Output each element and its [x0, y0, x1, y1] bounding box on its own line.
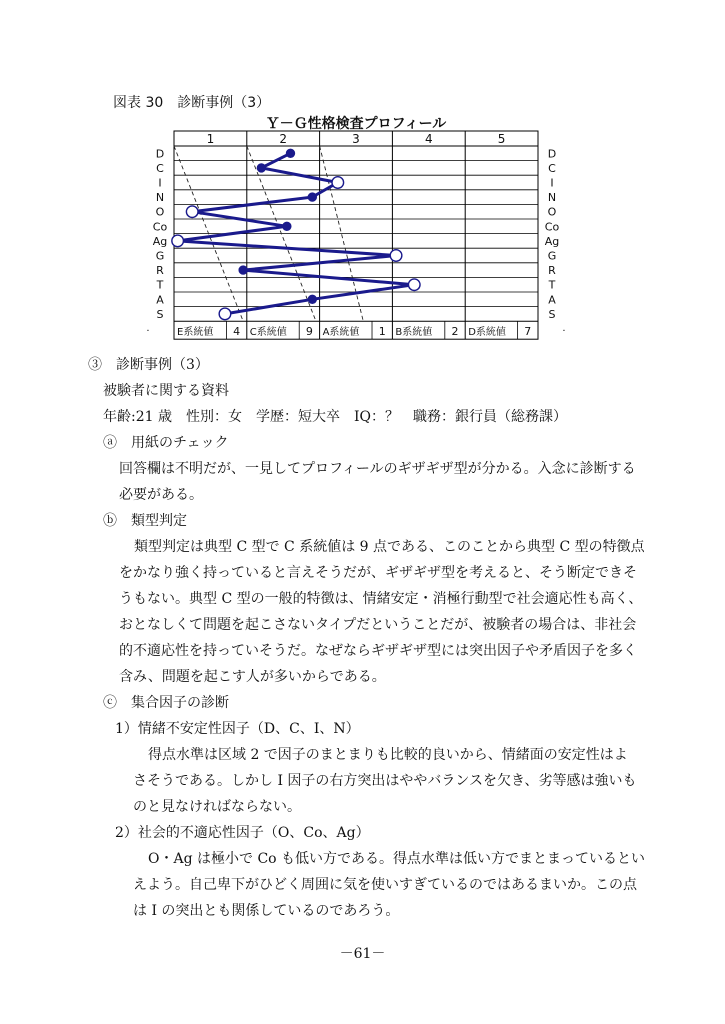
section-heading: ③ 診断事例（3）	[88, 357, 209, 373]
factor-label-left: Ag	[152, 234, 168, 248]
factor-label-left: G	[155, 249, 165, 263]
profile-point-open	[332, 177, 344, 189]
corner-dot: .	[562, 323, 566, 335]
column-label: 3	[352, 132, 360, 146]
factor-label-right: Ag	[544, 234, 560, 248]
system-value-number: 4	[233, 325, 241, 339]
column-label: 4	[424, 132, 433, 146]
paragraph-line: 得点水準は区域 2 で因子のまとまりも比較的良いから、情緒面の安定性はよ	[148, 747, 628, 763]
paragraph-line: は I の突出とも関係しているのであろう。	[133, 903, 400, 919]
system-value-number: 1	[378, 325, 386, 339]
paragraph-line: 類型判定は典型 C 型で C 系統値は 9 点である、このことから典型 C 型の特徴点	[134, 539, 645, 555]
profile-point-open	[408, 279, 420, 291]
column-label: 2	[279, 132, 288, 146]
page-number: －61－	[339, 946, 386, 962]
subject-info: 年齢:21 歳 性別：女 学歴：短大卒 IQ：？ 職務：銀行員（総務課）	[103, 409, 567, 425]
factor-label-left: S	[156, 307, 164, 321]
factor-label-left: I	[158, 176, 162, 190]
sub-heading-factors: ⓒ 集合因子の診断	[103, 695, 229, 711]
factor-label-left: A	[156, 293, 164, 307]
system-value-number: 7	[524, 325, 532, 339]
factor-label-left: T	[156, 278, 164, 292]
factor-label-right: O	[547, 205, 557, 219]
paragraph-line: えよう。自己卑下がひどく周囲に気を使いすぎているのではあるまいか。この点	[133, 877, 637, 893]
column-label: 1	[206, 132, 215, 146]
profile-point-filled	[239, 266, 247, 274]
profile-point-open	[219, 308, 231, 320]
factor-label-right: I	[550, 176, 554, 190]
chart-title: Ｙ－Ｇ性格検査プロフィール	[265, 116, 447, 132]
sub-heading-type: ⓑ 類型判定	[103, 513, 187, 529]
factor-label-left: Co	[152, 220, 168, 234]
factor-label-left: C	[156, 161, 164, 175]
paragraph-line: さそうである。しかし I 因子の右方突出はややバランスを欠き、劣等感は強いも	[133, 773, 637, 789]
factor-label-right: R	[548, 264, 556, 278]
factor-label-right: C	[548, 161, 556, 175]
factor-label-left: N	[155, 191, 165, 205]
factor-label-right: D	[547, 147, 557, 161]
system-value-label: B系統値	[395, 327, 433, 339]
figure-caption: 図表 30 診断事例（3）	[113, 95, 271, 111]
profile-point-open	[172, 235, 184, 247]
factor-label-left: R	[156, 264, 164, 278]
profile-point-filled	[286, 149, 294, 157]
system-value-number: 2	[451, 325, 459, 339]
factor-label-right: S	[548, 307, 556, 321]
profile-point-filled	[308, 295, 316, 303]
column-label: 5	[497, 132, 506, 146]
profile-point-filled	[308, 193, 316, 201]
profile-point-open	[390, 250, 402, 262]
profile-point-filled	[283, 222, 291, 230]
paragraph-line: をかなり強く持っていると言えそうだが、ギザギザ型を考えると、そう断定できそ	[119, 565, 637, 581]
paragraph-line: うもない。典型 C 型の一般的特徴は、情緒安定・消極行動型で社会適応性も高く、	[119, 591, 643, 607]
factor-label-right: N	[547, 191, 557, 205]
factor-label-right: G	[547, 249, 557, 263]
paragraph-line: 必要がある。	[119, 487, 203, 503]
system-value-number: 9	[305, 325, 313, 339]
system-value-label: E系統値	[177, 327, 214, 339]
paragraph-line: 回答欄は不明だが、一見してプロフィールのギザギザ型が分かる。入念に診断する	[119, 461, 636, 477]
factor-label-right: T	[548, 278, 556, 292]
subject-title: 被験者に関する資料	[103, 383, 229, 399]
system-value-label: C系統値	[249, 327, 287, 339]
factor-label-right: Co	[544, 220, 560, 234]
paragraph-line: おとなしくて問題を起こさないタイプだということだが、被験者の場合は、非社会	[119, 617, 637, 633]
factor-heading-emotional: 1）情緒不安定性因子（D、C、I、N）	[115, 721, 360, 737]
factor-label-left: D	[155, 147, 165, 161]
system-value-label: A系統値	[322, 327, 360, 339]
paragraph-line: 的不適応性を持っていそうだ。なぜならギザギザ型には突出因子や矛盾因子を多く	[119, 643, 637, 659]
profile-point-filled	[257, 164, 265, 172]
yg-profile-chart	[0, 0, 725, 350]
profile-point-open	[186, 206, 198, 218]
factor-label-left: O	[155, 205, 165, 219]
factor-heading-social: 2）社会的不適応性因子（O、Co、Ag）	[115, 825, 370, 841]
corner-dot: .	[146, 323, 150, 335]
sub-heading-check: ⓐ 用紙のチェック	[103, 435, 229, 451]
paragraph-line: O・Ag は極小で Co も低い方である。得点水準は低い方でまとまっているとい	[148, 851, 646, 867]
paragraph-line: のと見なければならない。	[133, 799, 301, 815]
paragraph-line: 含み、問題を起こす人が多いからである。	[119, 669, 386, 685]
system-value-label: D系統値	[468, 327, 506, 339]
factor-label-right: A	[548, 293, 556, 307]
